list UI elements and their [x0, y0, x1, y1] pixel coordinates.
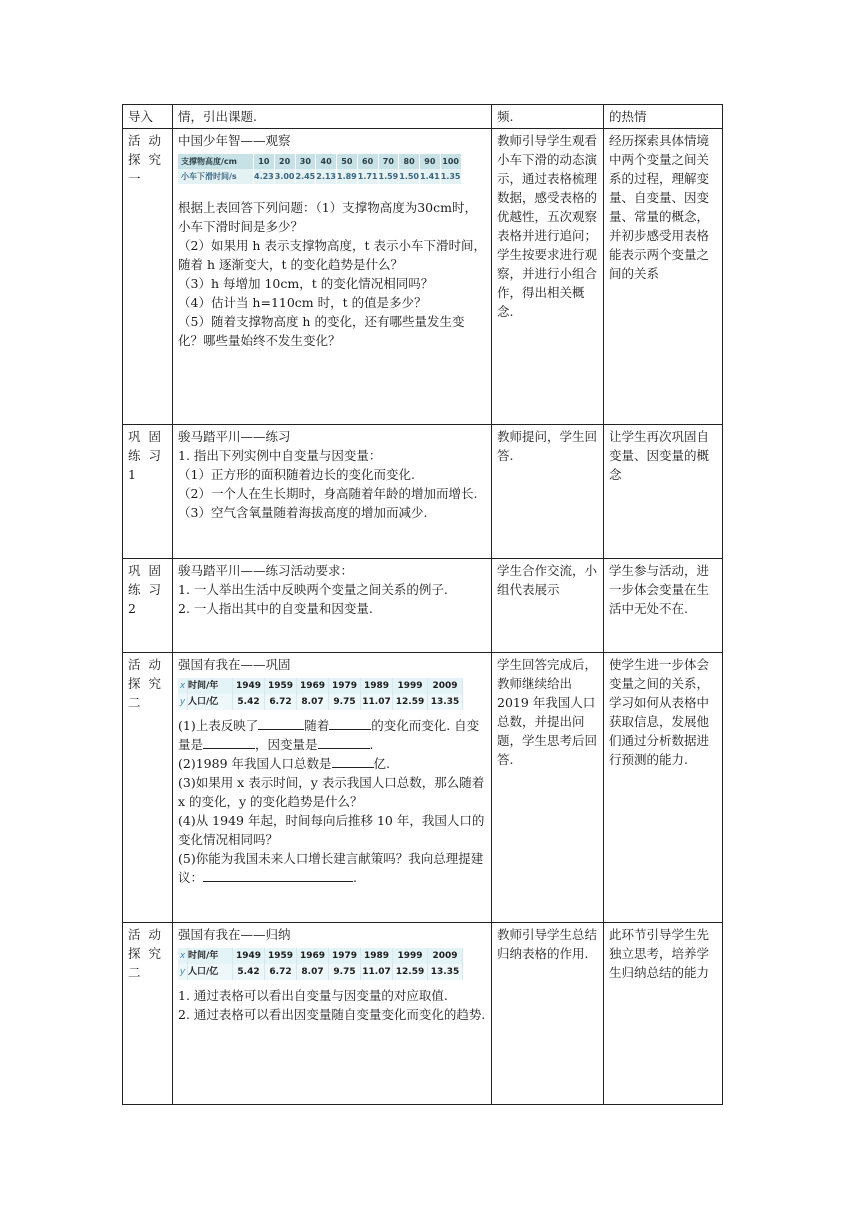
table-cell: 1969 — [297, 948, 329, 964]
table-cell: 1999 — [393, 678, 428, 694]
table-cell: 1.50 — [399, 169, 420, 184]
stage-cell: 巩固练习1 — [123, 425, 173, 559]
question-text — [178, 716, 486, 754]
table-cell: 50 — [337, 154, 358, 169]
y-variable: y — [178, 694, 188, 710]
table-cell: 1979 — [329, 948, 361, 964]
year-header: 时间/年 — [188, 948, 233, 964]
section-title: 骏马踏平川——练习 — [178, 429, 291, 444]
lesson-plan-page — [122, 104, 722, 1105]
y-variable: y — [178, 964, 188, 980]
table-cell: 8.07 — [297, 964, 329, 980]
question-text — [178, 754, 486, 773]
stage-cell: 活动探究二 — [123, 653, 173, 923]
x-variable: x — [178, 948, 188, 964]
table-cell: 30 — [295, 154, 316, 169]
teacher-cell: 教师引导学生观看小车下滑的动态演示，通过表格梳理数据，感受表格的优越性，五次观察表格并进行追问；学生按要求进行观察，并进行小组合作，得出相关概念. — [492, 129, 604, 425]
table-cell: 1999 — [393, 948, 428, 964]
question-part: (2)1989 年我国人口总数是 — [178, 756, 332, 771]
question-part: ，因变量是 — [255, 737, 318, 752]
question-part: . — [369, 737, 374, 752]
table-cell: 1.71 — [357, 169, 378, 184]
exercise-text: 1. 指出下列实例中自变量与因变量： — [178, 448, 382, 463]
section-title: 强国有我在——归纳 — [178, 927, 291, 942]
stage-cell: 巩固练习2 — [123, 559, 173, 653]
answer-blank — [329, 717, 371, 730]
exercise-text: （3）空气含氧量随着海拔高度的增加而减少. — [178, 505, 428, 520]
teacher-cell: 频. — [492, 105, 604, 129]
table-cell: 12.59 — [393, 964, 428, 980]
exercise-text: （1）正方形的面积随着边长的变化而变化. — [178, 467, 415, 482]
table-cell: 6.72 — [265, 964, 297, 980]
question-text — [178, 849, 486, 887]
table-cell: 1969 — [297, 678, 329, 694]
table-cell: 80 — [399, 154, 420, 169]
teacher-cell: 教师提问，学生回答. — [492, 425, 604, 559]
question-text: （2）如果用 h 表示支撑物高度，t 表示小车下滑时间，随着 h 逐渐变大，t 的变化趋势是什么？ — [178, 238, 486, 272]
content-cell — [173, 653, 492, 923]
table-cell: 9.75 — [329, 964, 361, 980]
table-cell: 12.59 — [393, 694, 428, 710]
table-row — [123, 923, 723, 1105]
table-cell: 2.13 — [316, 169, 337, 184]
content-cell — [173, 923, 492, 1105]
table-row — [123, 129, 723, 425]
exercise-text: （2）一个人在生长期时，身高随着年龄的增加而增长. — [178, 486, 478, 501]
question-part: (1)上表反映了 — [178, 718, 259, 733]
table-cell: 6.72 — [265, 694, 297, 710]
question-part: 随着 — [304, 718, 330, 733]
table-cell: 60 — [357, 154, 378, 169]
stage-cell: 活动探究一 — [123, 129, 173, 425]
question-part: 的变化而变化. 自变量是 — [178, 718, 480, 752]
table-cell: 11.07 — [361, 964, 393, 980]
table-row — [123, 653, 723, 923]
intent-cell: 经历探索具体情境中两个变量之间关系的过程，理解变量、自变量、因变量、常量的概念，并初步感受用表格能表示两个变量之间的关系 — [604, 129, 723, 425]
time-header: 小车下滑时间/s — [178, 169, 254, 184]
section-title: 中国少年智——观察 — [178, 133, 291, 148]
table-cell: 1.41 — [420, 169, 441, 184]
question-text: (3)如果用 x 表示时间，y 表示我国人口总数，那么随着 x 的变化，y 的变化趋势是什么？ — [178, 775, 485, 809]
slope-data-table — [178, 154, 462, 184]
table-cell: 1949 — [233, 948, 265, 964]
population-header: 人口/亿 — [188, 694, 233, 710]
section-title: 骏马踏平川——练习活动要求： — [178, 563, 354, 578]
population-table-summary — [178, 948, 463, 980]
table-cell: 3.00 — [274, 169, 295, 184]
teacher-cell: 教师引导学生总结归纳表格的作用. — [492, 923, 604, 1105]
intent-cell: 此环节引导学生先独立思考，培养学生归纳总结的能力 — [604, 923, 723, 1105]
table-cell: 100 — [440, 154, 461, 169]
table-cell: 2009 — [428, 678, 463, 694]
population-header: 人口/亿 — [188, 964, 233, 980]
table-cell: 1.59 — [378, 169, 399, 184]
exercise-text: 2. 一人指出其中的自变量和因变量. — [178, 601, 373, 616]
table-row — [123, 425, 723, 559]
lesson-plan-table — [122, 104, 723, 1105]
question-text: 根据上表回答下列问题：（1）支撑物高度为30cm时，小车下滑时间是多少？ — [178, 200, 477, 234]
table-cell: 1959 — [265, 948, 297, 964]
stage-cell: 活动探究二 — [123, 923, 173, 1105]
height-header: 支撑物高度/cm — [178, 154, 254, 169]
table-cell: 1.89 — [337, 169, 358, 184]
table-cell: 8.07 — [297, 694, 329, 710]
table-cell: 4.23 — [254, 169, 275, 184]
table-cell: 13.35 — [428, 964, 463, 980]
stage-cell: 导入 — [123, 105, 173, 129]
question-part: 亿. — [373, 756, 390, 771]
teacher-cell: 学生回答完成后，教师继续给出 2019 年我国人口总数，并提出问题，学生思考后回答. — [492, 653, 604, 923]
x-variable: x — [178, 678, 188, 694]
content-cell — [173, 425, 492, 559]
question-text: (4)从 1949 年起，时间每向后推移 10 年，我国人口的变化情况相同吗？ — [178, 813, 485, 847]
table-row — [123, 559, 723, 653]
table-cell: 1989 — [361, 948, 393, 964]
answer-blank — [203, 736, 255, 749]
table-cell: 5.42 — [233, 964, 265, 980]
summary-text: 2. 通过表格可以看出因变量随自变量变化而变化的趋势. — [178, 1007, 486, 1022]
table-cell: 1949 — [233, 678, 265, 694]
table-cell: 5.42 — [233, 694, 265, 710]
exercise-text: 1. 一人举出生活中反映两个变量之间关系的例子. — [178, 582, 448, 597]
table-cell: 2.45 — [295, 169, 316, 184]
answer-blank — [203, 869, 353, 882]
summary-text: 1. 通过表格可以看出自变量与因变量的对应取值. — [178, 988, 448, 1003]
question-text: （3）h 每增加 10cm，t 的变化情况相同吗？ — [178, 276, 434, 291]
table-row — [123, 105, 723, 129]
intent-cell: 使学生进一步体会变量之间的关系，学习如何从表格中获取信息，发展他们通过分析数据进行预测的能力. — [604, 653, 723, 923]
table-cell: 1989 — [361, 678, 393, 694]
table-cell: 20 — [274, 154, 295, 169]
table-cell: 1979 — [329, 678, 361, 694]
table-cell: 2009 — [428, 948, 463, 964]
table-cell: 10 — [254, 154, 275, 169]
content-cell — [173, 559, 492, 653]
year-header: 时间/年 — [188, 678, 233, 694]
question-text: （4）估计当 h=110cm 时，t 的值是多少？ — [178, 295, 427, 310]
question-part: (5)你能为我国未来人口增长建言献策吗？我向总理提建议： — [178, 851, 484, 885]
table-cell: 70 — [378, 154, 399, 169]
question-part: . — [353, 870, 357, 885]
question-text: （5）随着支撑物高度 h 的变化，还有哪些量发生变化？哪些量始终不发生变化？ — [178, 314, 465, 348]
answer-blank — [332, 755, 374, 768]
intent-cell: 学生参与活动，进一步体会变量在生活中无处不在. — [604, 559, 723, 653]
table-cell: 13.35 — [428, 694, 463, 710]
intent-cell: 的热情 — [604, 105, 723, 129]
intent-cell: 让学生再次巩固自变量、因变量的概念 — [604, 425, 723, 559]
answer-blank — [318, 736, 370, 749]
answer-blank — [258, 717, 304, 730]
table-cell: 40 — [316, 154, 337, 169]
table-cell: 11.07 — [361, 694, 393, 710]
table-cell: 1959 — [265, 678, 297, 694]
content-cell: 情，引出课题. — [173, 105, 492, 129]
section-title: 强国有我在——巩固 — [178, 657, 291, 672]
table-cell: 9.75 — [329, 694, 361, 710]
teacher-cell: 学生合作交流，小组代表展示 — [492, 559, 604, 653]
table-cell: 1.35 — [440, 169, 461, 184]
content-cell — [173, 129, 492, 425]
table-cell: 90 — [420, 154, 441, 169]
population-table — [178, 678, 463, 710]
